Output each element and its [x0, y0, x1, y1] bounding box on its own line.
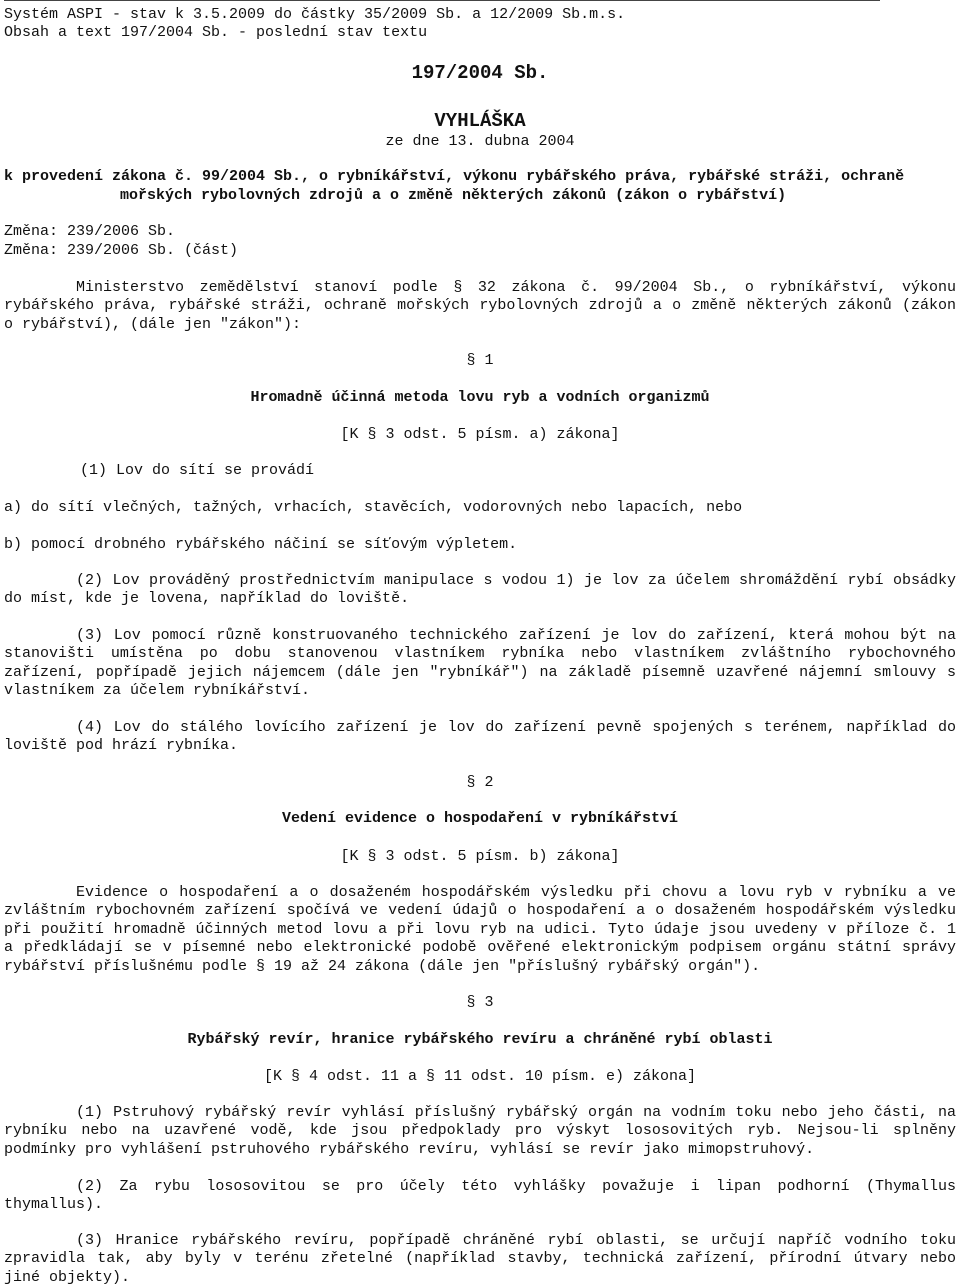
- change-entry[interactable]: Změna: 239/2006 Sb.: [4, 223, 176, 240]
- header-status-line: Systém ASPI - stav k 3.5.2009 do částky 35/2009 Sb. a 12/2009 Sb.m.s.: [4, 6, 626, 23]
- section-2-heading: Vedení evidence o hospodaření v rybníkářství: [281, 810, 679, 827]
- change-entry[interactable]: Změna: 239/2006 Sb. (část): [4, 242, 239, 259]
- section-3-paragraph-3: (3) Hranice rybářského revíru, popřípadě chráněné rybí oblasti, se určují napříč vodního toku zpravidla tak, aby byly v terénu zřetelné (například stavby, technická zařízení, přírodní útvary nebo jiné objekty).: [4, 1232, 956, 1286]
- section-1-paragraph-4: (4) Lov do stálého lovícího zařízení je lov do zařízení pevně spojených s terénem, například do loviště pod hrází rybníka.: [4, 719, 956, 755]
- subject-line-2: mořských rybolovných zdrojů a o změně některých zákonů (zákon o rybářství): [120, 187, 787, 204]
- list-item-a: a) do sítí vlečných, tažných, vrhacích, stavěcích, vodorovných nebo lapacích, nebo: [4, 499, 743, 516]
- section-1-paragraph-2: (2) Lov prováděný prostřednictvím manipulace s vodou 1) je lov za účelem shromáždění rybí obsádky do míst, kde je lovena, například do loviště.: [4, 572, 956, 608]
- section-3-paragraph-2: (2) Za rybu lososovitou se pro účely této vyhlášky považuje i lipan podhorní (Thymallus thymallus).: [4, 1178, 956, 1214]
- document-type: VYHLÁŠKA: [434, 110, 526, 132]
- header-rule: [4, 0, 880, 1]
- section-1-paragraph-1: (1) Lov do sítí se provádí: [80, 462, 315, 479]
- section-3-mark: § 3: [466, 994, 494, 1011]
- section-1-heading: Hromadně účinná metoda lovu ryb a vodních organizmů: [250, 389, 710, 406]
- section-1-reference: [K § 3 odst. 5 písm. a) zákona]: [340, 426, 620, 443]
- list-item-b: b) pomocí drobného rybářského náčiní se síťovým výpletem.: [4, 536, 518, 553]
- section-2-mark: § 2: [466, 774, 494, 791]
- section-3-reference: [K § 4 odst. 11 a § 11 odst. 10 písm. e) zákona]: [263, 1068, 697, 1085]
- section-3-paragraph-1: (1) Pstruhový rybářský revír vyhlásí příslušný rybářský orgán na vodním toku nebo jeho části, na rybníku nebo na uzavřené vodě, kde jsou předpoklady pro výskyt lososovitých ryb. Nejsou-li splněny podmínky pro vyhlášení pstruhového rybářského revíru, vyhlásí se revír jako mimopstruhový.: [4, 1104, 956, 1158]
- document-number: 197/2004 Sb.: [411, 62, 549, 84]
- preamble: Ministerstvo zemědělství stanoví podle § 32 zákona č. 99/2004 Sb., o rybníkářství, výkonu rybářského práva, rybářské stráži, ochraně mořských rybolovných zdrojů a o změně některých zákonů (zákon o rybářství), (dále jen "zákon"):: [4, 279, 956, 333]
- section-2-paragraph: Evidence o hospodaření a o dosaženém hospodářském výsledku při chovu a lovu ryb v rybníku a ve zvláštním rybochovném zařízení spočívá ve vedení údajů o hospodaření a o dosaženém hospodářském výsledku při použití hromadně účinných metod lovu a při lovu ryb na udici. Tyto údaje jsou uvedeny v příloze č. 1 a předkládají se v písemné nebo elektronické podobě ověřené elektronickým podpisem orgánu státní správy rybářství příslušnému podle § 19 až 24 zákona (dále jen "příslušný rybářský orgán").: [4, 884, 956, 975]
- section-1-mark: § 1: [466, 352, 494, 369]
- section-3-heading: Rybářský revír, hranice rybářského revíru a chráněné rybí oblasti: [187, 1031, 773, 1048]
- header-content-line: Obsah a text 197/2004 Sb. - poslední stav textu: [4, 24, 428, 41]
- section-2-reference: [K § 3 odst. 5 písm. b) zákona]: [340, 848, 620, 865]
- document-date: ze dne 13. dubna 2004: [385, 133, 575, 150]
- subject-line-1: k provedení zákona č. 99/2004 Sb., o rybníkářství, výkonu rybářského práva, rybářské stráži, ochraně: [4, 168, 905, 185]
- section-1-paragraph-3: (3) Lov pomocí různě konstruovaného technického zařízení je lov do zařízení, která mohou být na stanovišti umístěna po dobu stanovenou vlastníkem rybníka nebo vlastníkem zvláštního rybochovného zařízení, popřípadě jejich nájemcem (dále jen "rybníkář") na základě písemně uzavřené nájemní smlouvy s vlastníkem za účelem rybníkářství.: [4, 627, 956, 700]
